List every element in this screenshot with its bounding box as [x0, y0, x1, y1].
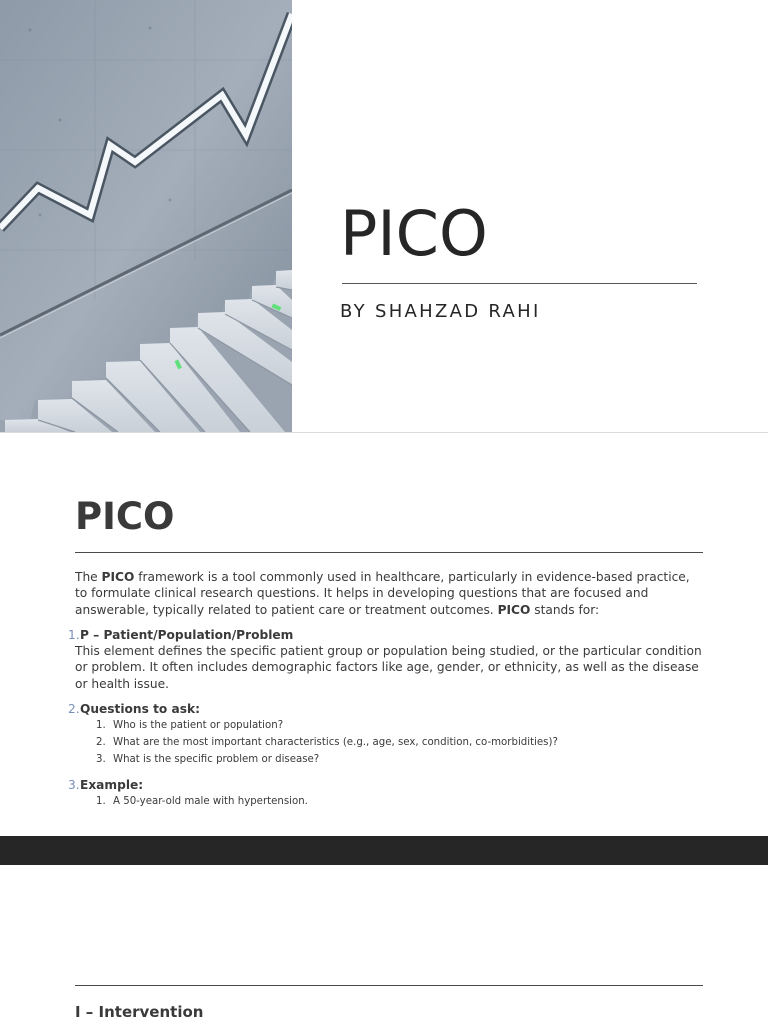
list-item [68, 627, 705, 692]
sub-list-item [75, 718, 705, 735]
list-item-title: P – Patient/Population/Problem [80, 627, 294, 642]
slide-divider-bar [0, 836, 768, 865]
sub-list-item [75, 794, 705, 811]
slide-heading: I – Intervention [75, 1003, 204, 1021]
sub-list-marker: 3. [96, 753, 106, 765]
slide-body [68, 569, 705, 811]
list-item-description: This element defines the specific patient group or population being studied, or the particular condition or problem. It often includes demographic factors like age, gender, or ethnicity, as well as the disease or health issue. [75, 644, 702, 691]
intro-bold-1: PICO [101, 570, 135, 584]
sub-list-text: What is the specific problem or disease? [113, 753, 320, 765]
list-marker: 1. [68, 627, 80, 642]
list-item-title: Questions to ask: [80, 702, 201, 717]
title-divider [342, 283, 697, 284]
sub-list-marker: 1. [96, 796, 106, 808]
intro-bold-2: PICO [497, 602, 531, 617]
sub-list-marker: 1. [96, 720, 106, 732]
sub-list-item [75, 735, 705, 752]
title-slide [0, 0, 768, 432]
sub-list-text: What are the most important characteristics (e.g., age, sex, condition, co-morbidities)? [113, 736, 558, 748]
heading-divider [75, 552, 703, 553]
intro-text-2: framework is a tool commonly used in healthcare, particularly in evidence-based practice, to formulate clinical research questions. It helps in developing questions that are focused and answerable, typically related to patient care or treatment outcomes. [75, 570, 690, 617]
sub-list-item [75, 752, 705, 769]
intro-text-3: stands for: [530, 602, 600, 617]
sub-list [75, 794, 705, 811]
list-item [68, 701, 705, 768]
list-marker: 2. [68, 702, 80, 717]
intro-paragraph [75, 569, 705, 618]
list-item-title: Example: [80, 778, 144, 793]
list-item [68, 777, 705, 811]
sub-list-marker: 2. [96, 736, 106, 748]
content-slide [0, 433, 768, 836]
cover-title: PICO [340, 197, 488, 270]
sub-list [75, 718, 705, 768]
intro-text-1: The [75, 570, 102, 584]
sub-list-text: Who is the patient or population? [113, 720, 284, 732]
slide-heading: PICO [75, 495, 175, 538]
cover-author: BY SHAHZAD RAHI [340, 301, 541, 322]
sub-list-text: A 50-year-old male with hypertension. [113, 796, 308, 808]
heading-divider [75, 985, 703, 986]
list-marker: 3. [68, 778, 80, 793]
cover-image-staircase-graph [0, 0, 292, 432]
next-slide [0, 865, 768, 1024]
